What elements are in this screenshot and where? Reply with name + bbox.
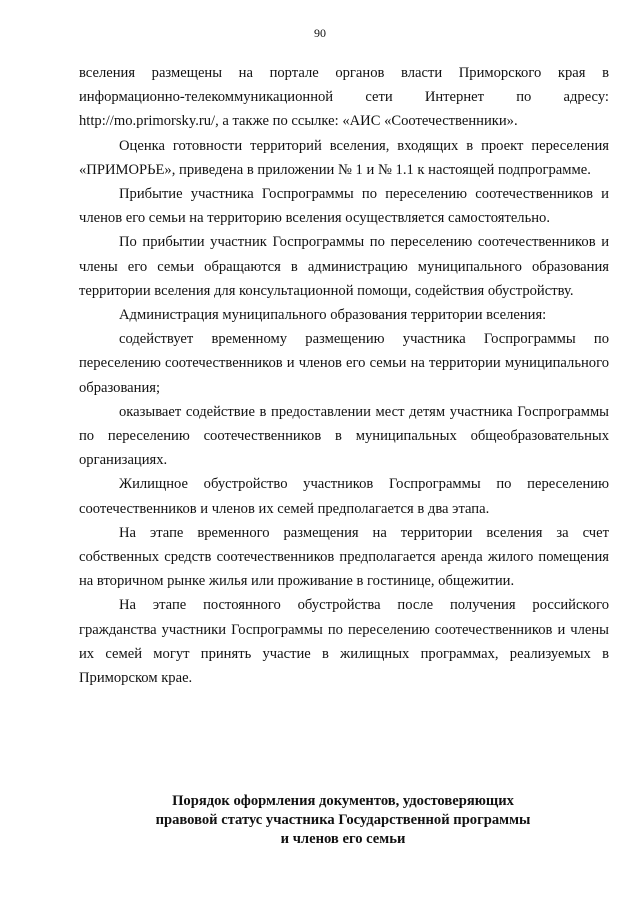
- paragraph-upon-arrival: По прибытии участник Госпрограммы по переселению соотечественников и члены его семьи обращаются в администрацию муниципального образования территории вселения для консультационной помощи, содействия обустройству.: [79, 234, 609, 299]
- paragraph-settlement-info-portal: вселения размещены на портале органов власти Приморского края в информационно-телекоммуникационной сети Интернет по адресу: http://mo.primorsky.ru/, а также по ссылке: «АИС «Соотечественники».: [79, 65, 609, 130]
- page-number: 90: [314, 26, 326, 40]
- paragraph-temporary-stage: На этапе временного размещения на территории вселения за счет собственных средств соотечественников предполагается аренда жилого помещения на вторичном рынке жилья или проживание в гостинице, общежитии.: [79, 524, 609, 590]
- paragraph-housing-stages: Жилищное обустройство участников Госпрограммы по переселению соотечественников и членов их семей предполагается в два этапа.: [79, 476, 609, 517]
- paragraph-administration: Администрация муниципального образования территории вселения:: [119, 307, 547, 324]
- body-text: [79, 61, 609, 690]
- paragraph-arrival: Прибытие участника Госпрограммы по переселению соотечественников и членов его семьи на территорию вселения осуществляется самостоятельно.: [79, 186, 609, 227]
- paragraph-temporary-placement: содействует временному размещению участника Госпрограммы по переселению соотечественников и членов его семьи на территории муниципального образования;: [79, 331, 609, 396]
- section-heading: Порядок оформления документов, удостоверяющих правовой статус участника Государственной программы и членов его семьи: [155, 793, 531, 847]
- paragraph-permanent-stage: На этапе постоянного обустройства после получения российского гражданства участники Госпрограммы по переселению соотечественников и члены их семей могут принять участие в жилищных программах, реализуемых в Приморском крае.: [79, 597, 609, 687]
- paragraph-school-places: оказывает содействие в предоставлении мест детям участника Госпрограммы по переселению соотечественников в муниципальных общеобразовательных организациях.: [79, 403, 609, 469]
- paragraph-readiness-assessment: Оценка готовности территорий вселения, входящих в проект переселения «ПРИМОРЬЕ», приведена в приложении № 1 и № 1.1 к настоящей подпрограмме.: [79, 137, 609, 178]
